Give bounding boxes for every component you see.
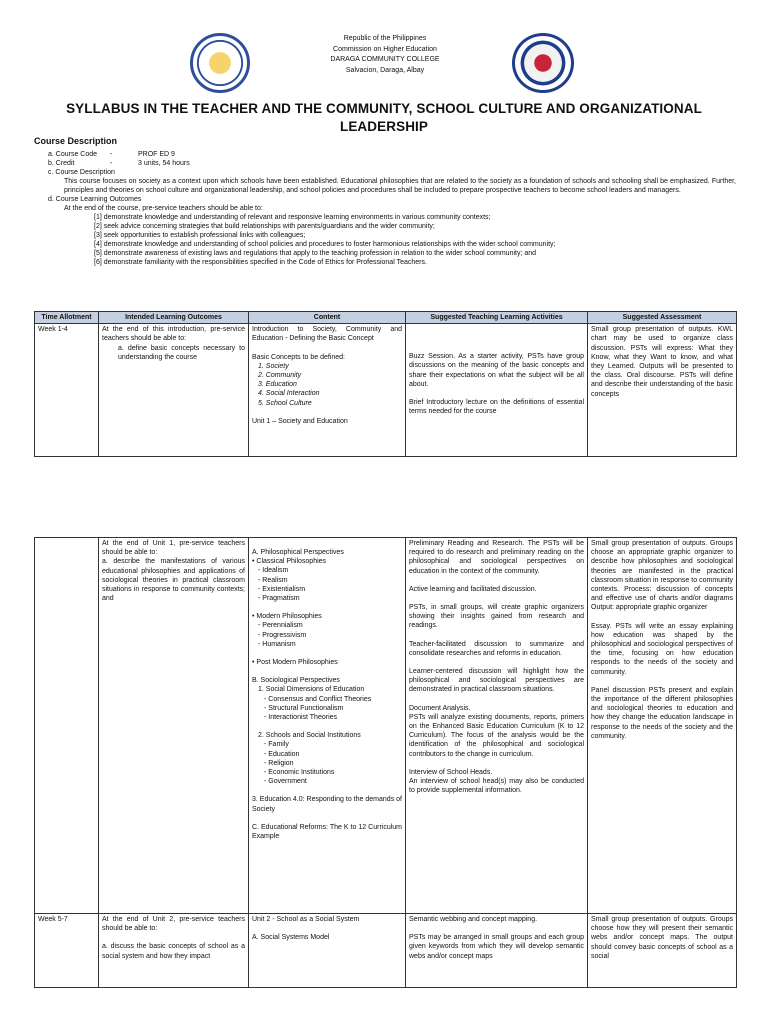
content-item: - Humanism: [258, 640, 296, 648]
ilo-text: At the end of Unit 1, pre-service teachers should be able to:: [102, 540, 245, 557]
outcome-3: [3] seek opportunities to establish professional links with colleagues;: [94, 231, 306, 239]
content-item: - Consensus and Conflict Theories: [264, 695, 372, 703]
table-row: [35, 324, 737, 457]
ilo-item: a. describe the manifestations of various educational philosophies and applications of sociological theories in practical classroom situations in response to community contexts; and: [102, 558, 245, 603]
content-item: 4. Social Interaction: [258, 390, 320, 398]
ched-seal-logo: [190, 33, 250, 93]
col-header-assessment: Suggested Assessment: [588, 312, 737, 324]
table-header-row: [35, 312, 737, 324]
col-header-ilo: Intended Learning Outcomes: [99, 312, 249, 324]
syllabus-table-part-2: [34, 537, 737, 988]
activity-title: Document Analysis.: [409, 704, 471, 712]
course-learning-outcomes-intro: At the end of the course, pre-service teachers should be able to:: [64, 204, 263, 212]
content-bullet: • Post Modern Philosophies: [252, 659, 338, 667]
content-item: - Family: [264, 741, 289, 749]
assessment-text: Panel discussion PSTs present and explain the importance of the different philosophies and sociological theories to education and how they change the education landscape in response to the needs of the society and the community.: [591, 686, 733, 740]
content-item: - Realism: [258, 576, 288, 584]
college-seal-logo: [512, 33, 574, 93]
content-item: - Pragmatism: [258, 595, 300, 603]
col-header-time: Time Allotment: [35, 312, 99, 324]
assessment-text: Small group presentation of outputs. Groups choose an appropriate graphic organizer to describe how philosophies and sociological theories are manifested in the practical classroom situation in response to community contexts. Process: discussion of concepts and effective use of charts and/or diagrams Output: appropriate graphic organizer: [591, 540, 733, 612]
activities-cell: [406, 324, 588, 457]
activity-text: PSTs may be arranged in small groups and each group given keywords from which they will develop semantic webs and/or concept maps: [409, 934, 584, 960]
time-cell: [35, 538, 99, 914]
content-title: Unit 2 - School as a Social System: [252, 916, 360, 923]
content-heading: B. Sociological Perspectives: [252, 677, 340, 685]
content-bullet: • Classical Philosophies: [252, 558, 327, 566]
col-header-content: Content: [249, 312, 406, 324]
course-code-dash: -: [110, 150, 113, 158]
content-cell: [249, 914, 406, 988]
header-line-4: Salvacion, Daraga, Albay: [345, 66, 425, 74]
syllabus-title: SYLLABUS IN THE TEACHER AND THE COMMUNITY, SCHOOL CULTURE AND ORGANIZATIONAL LEADERSHIP: [66, 101, 702, 134]
credit-row: [48, 159, 736, 168]
assessment-cell: [588, 538, 737, 914]
content-item: 2. Community: [258, 372, 302, 380]
course-code-value: PROF ED 9: [138, 150, 175, 158]
credit-dash: -: [110, 159, 113, 167]
course-learning-outcomes-label: d. Course Learning Outcomes: [48, 195, 142, 203]
content-unit: Unit 1 – Society and Education: [252, 417, 348, 425]
outcome-1: [1] demonstrate knowledge and understanding of relevant and responsive learning environments in various community contexts;: [94, 213, 491, 221]
activity-text: Teacher-facilitated discussion to summarize and consolidate researches and reforms in education.: [409, 640, 584, 657]
institution-header: [280, 34, 490, 76]
content-item: - Perennialism: [258, 622, 303, 630]
time-cell: Week 5-7: [35, 914, 99, 988]
ilo-text: At the end of this introduction, pre-service teachers should be able to:: [102, 326, 245, 343]
ilo-text: At the end of Unit 2, pre-service teachers should be able to:: [102, 916, 245, 933]
content-item: - Government: [264, 778, 307, 786]
activity-text: PSTs, in small groups, will create graphic organizers showing their insights gained from research and readings.: [409, 604, 584, 630]
activity-text: PSTs will analyze existing documents, reports, primers on the Enhanced Basic Education Curriculum (K to 12 Curriculum). The focus of the analysis would be the identification of the philosophical and sociological contributors to the change in curriculum.: [409, 713, 584, 758]
activity-text: Brief Introductory lecture on the definitions of essential terms needed for the course: [409, 399, 584, 416]
course-code-label: a. Course Code: [48, 150, 98, 158]
time-cell: Week 1-4: [35, 324, 99, 457]
activities-cell: [406, 538, 588, 914]
assessment-cell: Small group presentation of outputs. KWL chart may be used to organize class discussion. PSTs will express: What they Know, what they Want to know, and what they Learned. Outputs will be presented to the class. Oral discourse. PSTs will define and describe their understanding of the basic concepts: [588, 324, 737, 457]
content-item: 3. Education: [258, 381, 297, 389]
header-line-2: Commission on Higher Education: [333, 45, 437, 53]
activity-text: Active learning and facilitated discussion.: [409, 585, 537, 593]
ilo-cell: [99, 538, 249, 914]
content-item: - Idealism: [258, 567, 289, 575]
activity-text: Learner-centered discussion will highlight how the philosophical and sociological perspectives are demonstrated in practical classroom situations.: [409, 668, 584, 694]
course-description-section: [34, 136, 736, 267]
assessment-text: Essay. PSTs will write an essay explaining how education was shaped by the philosophical and sociological perspectives of the time, focusing on how education responds to the needs of the society and community.: [591, 622, 733, 676]
syllabus-table-part-1: [34, 311, 737, 457]
ilo-cell: [99, 324, 249, 457]
course-code-row: [48, 150, 736, 159]
outcome-2: [2] seek advice concerning strategies that build relationships with parents/guardians and the wider community;: [94, 222, 435, 230]
content-cell: [249, 324, 406, 457]
content-heading: C. Educational Reforms: The K to 12 Curriculum Example: [252, 823, 402, 841]
content-item: - Structural Functionalism: [264, 704, 344, 712]
assessment-cell: Small group presentation of outputs. Groups choose how they will present their semantic webs and/or concept maps. The output should convey basic concepts of school as a social: [588, 914, 737, 988]
content-item: - Education: [264, 750, 300, 758]
content-subheading: 3. Education 4.0: Responding to the demands of Society: [252, 796, 402, 813]
content-item: - Progressivism: [258, 631, 307, 639]
table-row: [35, 914, 737, 988]
content-subheading: 2. Schools and Social Institutions: [258, 732, 361, 740]
content-cell: [249, 538, 406, 914]
content-item: - Religion: [264, 759, 294, 767]
outcome-4: [4] demonstrate knowledge and understanding of school policies and procedures to foster harmonious relationships with the wider school community;: [94, 240, 556, 248]
outcome-6: [6] demonstrate familiarity with the responsibilities specified in the Code of Ethics for Professional Teachers.: [94, 258, 427, 266]
content-heading: A. Social Systems Model: [252, 934, 330, 942]
credit-label: b. Credit: [48, 159, 75, 167]
activity-text: Semantic webbing and concept mapping.: [409, 916, 538, 923]
course-description-heading: Course Description: [34, 136, 118, 146]
course-description-text: This course focuses on society as a context upon which schools have been established. Educational philosophies that are related to the society as a foundation of schools and schooling shall be emphasized. Further, principles and theories on school culture and organizational leadership, and school policies and procedures shall be included to prepare prospective teachers to become school leaders and managers.: [64, 177, 736, 194]
activities-cell: [406, 914, 588, 988]
col-header-activities: Suggested Teaching Learning Activities: [406, 312, 588, 324]
header-line-1: Republic of the Philippines: [343, 35, 427, 42]
content-item: - Interactionist Theories: [264, 714, 338, 722]
content-subtitle: Basic Concepts to be defined:: [252, 353, 346, 361]
content-item: 1. Society: [258, 362, 289, 370]
content-item: 5. School Culture: [258, 399, 312, 407]
table-row: [35, 538, 737, 914]
content-item: - Economic Institutions: [264, 769, 335, 777]
activity-text: An interview of school head(s) may also be conducted to provide supplemental information.: [409, 778, 584, 795]
ilo-cell: [99, 914, 249, 988]
course-description-label: c. Course Description: [48, 168, 115, 176]
content-title: Introduction to Society, Community and Education - Defining the Basic Concept: [252, 326, 402, 343]
content-item: - Existentialism: [258, 585, 306, 593]
ilo-item: a. define basic concepts necessary to understanding the course: [118, 344, 245, 361]
content-subheading: 1. Social Dimensions of Education: [258, 686, 365, 694]
credit-value: 3 units, 54 hours: [138, 159, 190, 167]
activity-text: Buzz Session. As a starter activity, PSTs have group discussions on the meaning of the basic concepts and share their expectations on what the subject will be all about.: [409, 353, 584, 388]
outcome-5: [5] demonstrate awareness of existing laws and regulations that apply to the teaching profession in relation to the wider school community; and: [94, 249, 537, 257]
header-line-3: DARAGA COMMUNITY COLLEGE: [330, 56, 440, 63]
content-heading: A. Philosophical Perspectives: [252, 549, 344, 556]
activity-title: Interview of School Heads.: [409, 768, 493, 776]
content-bullet: • Modern Philosophies: [252, 613, 322, 621]
ilo-item: a. discuss the basic concepts of school as a social system and how they impact: [102, 943, 245, 960]
activity-text: Preliminary Reading and Research. The PSTs will be required to do research and preliminary reading on the philosophical and sociological perspectives on education in the context of the community.: [409, 540, 584, 575]
